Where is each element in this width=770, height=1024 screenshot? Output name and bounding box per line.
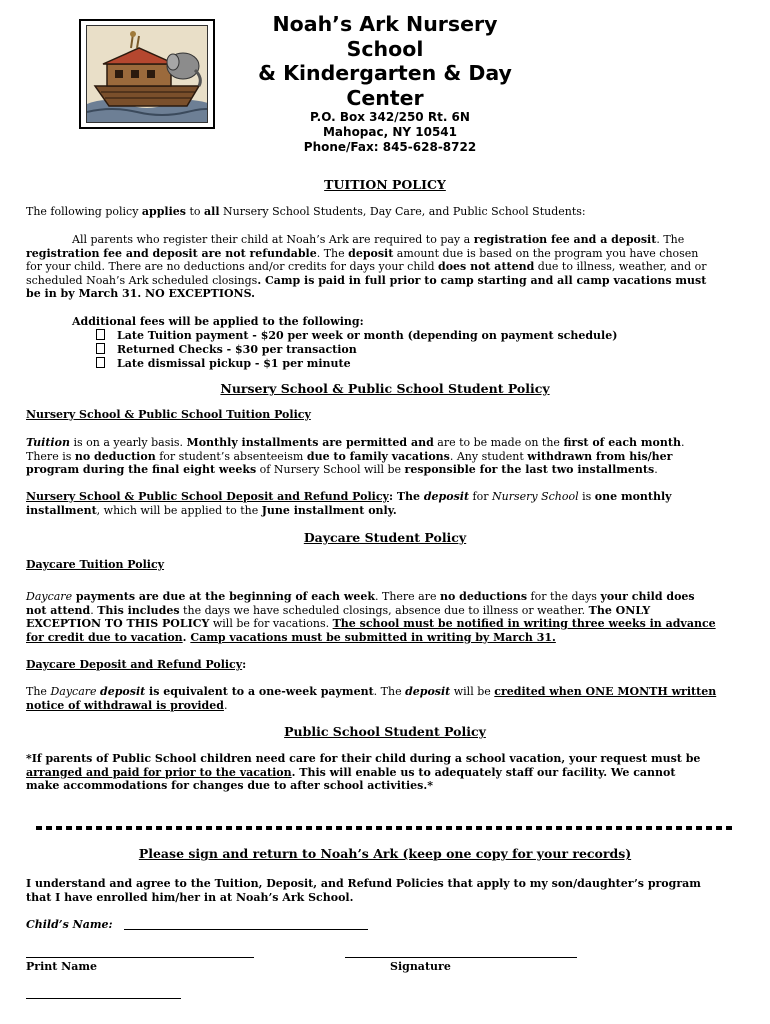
para-line [26,617,744,631]
nursery-deposit-paragraph [26,490,744,517]
para-line [26,504,744,518]
text: scheduled Noah’s Ark scheduled closings [26,273,258,287]
text: deposit [405,685,451,698]
public-policy-paragraph [26,752,744,793]
text: . [90,603,98,617]
para-line: *If parents of Public School children need care for their child during a school vacation, your request must be [26,752,701,765]
text: credited when ONE MONTH written [494,685,717,698]
text: The school must be notified in writing three weeks in advance [332,617,716,631]
text: one monthly [594,490,672,503]
text: responsible for the last two installments [404,463,655,477]
text: for the days [527,590,601,603]
text: : The [388,490,424,503]
text: deposit [100,685,146,698]
text: There is [26,449,75,463]
text: for your child. There are no deductions and/or credits for days your child [26,260,439,274]
text: Nursery School Students, Day Care, and Public School Students: [219,205,586,218]
sign-and-return-heading: Please sign and return to Noah’s Ark (keep one copy for your records) [138,846,632,861]
text: All parents who register their child at Noah’s Ark are required to pay a [72,233,474,246]
text: Daycare Deposit and Refund Policy [26,658,243,671]
school-name-line: Noah’s Ark Nursery [272,12,498,36]
text: . The [656,233,685,246]
text: is [578,490,595,503]
nursery-tuition-paragraph [26,436,744,477]
phone-line: Phone/Fax: 845-628-8722 [303,140,477,154]
school-address [250,110,530,155]
tuition-paragraph [26,233,744,301]
text: Daycare Tuition Policy [26,558,165,571]
daycare-deposit-subheading [26,658,744,672]
noahs-ark-illustration [86,25,208,123]
text: deposit [348,246,394,260]
text: for credit due to vacation [26,630,183,644]
text: no deductions [440,590,528,603]
bullet-icon [96,357,105,368]
address-line: Mahopac, NY 10541 [322,125,458,139]
text: to [185,205,205,218]
school-name [250,12,520,110]
bullet-icon [96,329,105,340]
text: . Any student [449,449,528,463]
signature-label: Signature [390,960,451,973]
text: first of each month [563,436,681,449]
para-line: make accommodations for changes due to after school activities.* [26,779,433,793]
text: is equivalent to a one-week payment [145,685,374,698]
school-name-line: School [346,36,424,61]
daycare-policy-heading: Daycare Student Policy [303,530,467,545]
text: payments are due at the beginning of each week [72,590,375,603]
para-line [26,274,744,288]
text: . The [373,685,406,698]
text: for [469,490,492,503]
text: not attend [26,603,91,617]
text: withdrawn from his/her [527,449,673,463]
para-line: I understand and agree to the Tuition, Deposit, and Refund Policies that apply to my son/daughter’s program [26,877,701,890]
text: are to be made on the [433,436,564,449]
school-name-line: & Kindergarten & Day [258,61,512,85]
para-line [26,604,744,618]
fee-item [96,329,617,343]
para-line [26,287,744,301]
text: arranged and paid for prior to the vacation [26,765,292,779]
text: Late dismissal pickup - $1 per minute [117,357,351,370]
text: all [204,205,220,218]
text: . Camp is paid in full prior to camp starting and all camp vacations must [257,273,707,287]
school-logo [79,19,215,129]
nursery-deposit-subheading: Nursery School & Public School Deposit and Refund Policy [26,490,389,503]
text: will be for vacations. [209,617,333,631]
child-name-label: Child’s Name: [26,918,113,931]
text: the days we have scheduled closings, absence due to illness or weather. [179,603,589,617]
text: does not attend [438,260,535,274]
nursery-tuition-subheading [26,408,744,422]
para-line [26,685,744,699]
text: applies [141,205,186,218]
text: This includes [97,603,180,617]
text: registration fee and deposit are not refundable [26,246,317,260]
signature-field[interactable] [345,957,577,958]
daycare-tuition-subheading [26,558,744,572]
text: be in by March 31. NO EXCEPTIONS. [26,287,255,301]
text: Late Tuition payment - $20 per week or month (depending on payment schedule) [117,329,618,342]
text: The ONLY [588,603,651,617]
tuition-policy-heading: TUITION POLICY [324,177,446,192]
text: notice of withdrawal is provided [26,698,224,712]
school-name-line: Center [346,85,424,110]
para-line [26,490,744,504]
text: program during the final eight weeks [26,463,257,477]
text: EXCEPTION TO THIS POLICY [26,617,210,631]
text: : [242,658,247,671]
text: of Nursery School will be [256,463,405,477]
print-name-label: Print Name [26,960,97,973]
text: Nursery School & Public School Tuition Policy [26,408,311,421]
text: . [182,630,191,644]
text: due to illness, weather, and or [534,260,707,274]
text: registration fee and a deposit [473,233,657,246]
text: . There are [374,590,440,603]
para-line [26,260,744,274]
text: . [223,698,228,712]
text: will be [450,685,495,698]
text: The [26,685,51,698]
para-line [26,450,744,464]
text: . [654,463,658,477]
text: amount due is based on the program you have chosen [393,246,699,260]
public-policy-heading: Public School Student Policy [284,724,486,739]
para-line [26,233,744,247]
text: installment [26,503,97,517]
fee-item [96,357,351,371]
text: is on a yearly basis. [69,436,187,449]
text: . [680,436,685,449]
text: no deduction [74,449,156,463]
para-line [26,631,744,645]
text: . This will enable us to adequately staff our facility. We cannot [291,765,676,779]
text: June installment only. [261,503,397,517]
text: your child does [600,590,695,603]
fee-item [96,343,357,357]
text: , which will be applied to the [96,503,262,517]
para-line [26,699,744,713]
child-name-field[interactable] [124,929,368,930]
text: Monthly installments are permitted and [186,436,434,449]
cut-line [36,826,732,830]
fees-intro: Additional fees will be applied to the following: [72,315,364,328]
text: Tuition [26,436,70,449]
text: deposit [423,490,470,503]
print-name-field[interactable] [26,957,254,958]
para-line: that I have enrolled him/her in at Noah’s Ark School. [26,890,354,904]
text: Camp vacations must be submitted in writing by March 31. [190,630,556,644]
daycare-deposit-paragraph [26,685,744,712]
text: due to family vacations [306,449,450,463]
daycare-tuition-paragraph [26,590,744,644]
para-line [26,436,744,450]
agreement-text [26,877,744,904]
tuition-intro [26,205,744,219]
para-line [26,766,744,780]
text: Nursery School [491,490,579,503]
para-line [26,463,744,477]
text: for student’s absenteeism [155,449,307,463]
address-line: P.O. Box 342/250 Rt. 6N [310,110,470,124]
para-line [26,247,744,261]
text: The following policy [26,205,142,218]
text: . The [316,246,349,260]
bullet-icon [96,343,105,354]
text: Daycare [26,590,73,603]
date-field[interactable] [26,998,181,999]
text: Daycare [50,685,97,698]
nursery-policy-heading: Nursery School & Public School Student Policy [220,381,550,396]
para-line [26,590,744,604]
text: Returned Checks - $30 per transaction [117,343,357,356]
